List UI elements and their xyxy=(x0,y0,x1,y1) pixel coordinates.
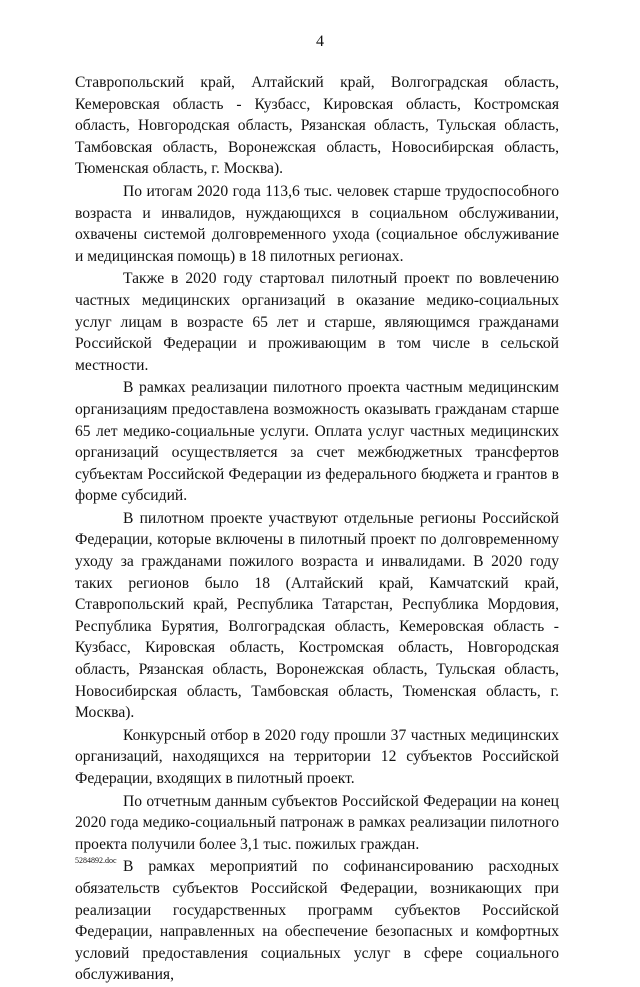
document-filename: 5284892.doc xyxy=(75,856,117,865)
paragraph-cofinancing: В рамках мероприятий по софинансированию расходных обязательств субъектов Российской Федерации, возникающих при реализации государственных программ субъектов Российской Федерации, направленных на обеспечение безопасных и комфортных условий предоставления социальных услуг в сфере социального обслуживания, xyxy=(75,858,559,984)
paragraph-2020-results: По итогам 2020 года 113,6 тыс. человек старше трудоспособного возраста и инвалидов, нуждающихся в социальном обслуживании, охвачены системой долговременного ухода (социальное обслуживание и медицинская помощь) в 18 пилотных регионах. xyxy=(75,182,559,265)
paragraph-participating-regions: В пилотном проекте участвуют отдельные регионы Российской Федерации, которые включены в пилотный проект по долговременному уходу за гражданами пожилого возраста и инвалидами. В 2020 году таких регионов было 18 (Алтайский край, Камчатский край, Ставропольский край, Республика Татарстан, Республика Мордовия, Республика Бурятия, Волгоградская область, Кемеровская область - Кузбасс, Кировская область, Костромская область, Новгородская область, Рязанская область, Воронежская область, Тульская область, Новосибирская область, Тамбовская область, Тюменская область, г. Москва). xyxy=(75,509,559,722)
page-number: 4 xyxy=(316,33,324,50)
document-body xyxy=(75,72,559,987)
paragraph-pilot-project-start: Также в 2020 году стартовал пилотный проект по вовлечению частных медицинских организаций в оказание медико-социальных услуг лицам в возрасте 65 лет и старше, являющимся гражданами Российской Федерации и проживающим в том числе в сельской местности. xyxy=(75,270,559,374)
paragraph-continued-region-list: Ставропольский край, Алтайский край, Волгоградская область, Кемеровская область - Кузбасс, Кировская область, Костромская область, Новгородская область, Рязанская область, Тульская область, Тамбовская область, Воронежская область, Новосибирская область, Тюменская область, г. Москва). xyxy=(75,74,559,178)
paragraph-pilot-implementation: В рамках реализации пилотного проекта частным медицинским организациям предоставлена возможность оказывать гражданам старше 65 лет медико-социальные услуги. Оплата услуг частных медицинских организаций осуществляется за счет межбюджетных трансфертов субъектам Российской Федерации из федерального бюджета и грантов в форме субсидий. xyxy=(75,379,559,505)
paragraph-competitive-selection: Конкурсный отбор в 2020 году прошли 37 частных медицинских организаций, находящихся на территории 12 субъектов Российской Федерации, входящих в пилотный проект. xyxy=(75,726,559,787)
paragraph-reporting-data: По отчетным данным субъектов Российской Федерации на конец 2020 года медико-социальный патронаж в рамках реализации пилотного проекта получили более 3,1 тыс. пожилых граждан. xyxy=(75,792,559,853)
